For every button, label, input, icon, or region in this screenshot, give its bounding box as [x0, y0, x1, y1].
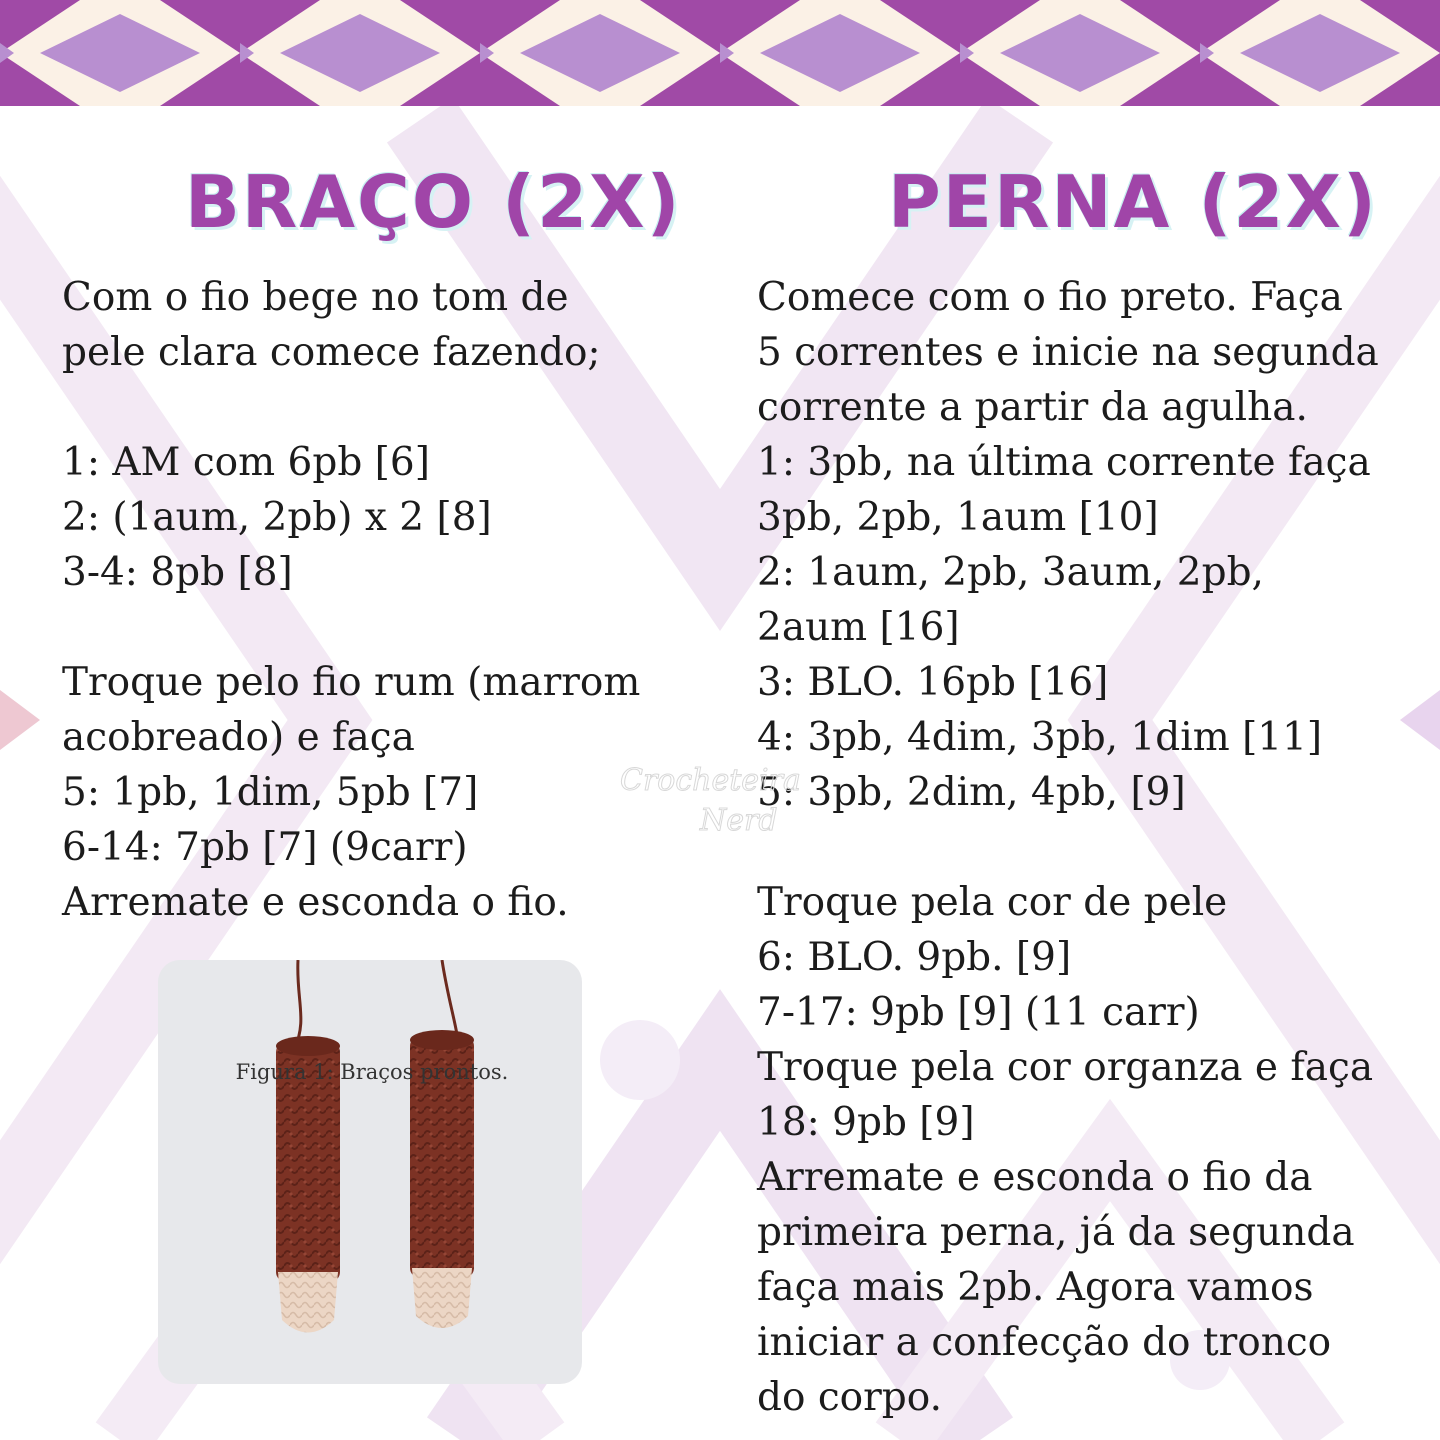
legs-line: Troque pela cor de pele — [757, 880, 1228, 925]
legs-line: 5: 3pb, 2dim, 4pb, [9] — [757, 770, 1186, 815]
arms-line — [62, 600, 702, 655]
arms-instructions — [62, 270, 702, 930]
arms-line: acobreado) e faça — [62, 715, 415, 760]
figure-caption: Figura 1: Braços prontos. — [235, 1060, 509, 1084]
legs-line: 4: 3pb, 4dim, 3pb, 1dim [11] — [757, 715, 1323, 760]
legs-line: Arremate e esconda o fio da — [757, 1155, 1313, 1200]
legs-line: 2aum [16] — [757, 605, 960, 650]
legs-line: 2: 1aum, 2pb, 3aum, 2pb, — [757, 550, 1264, 595]
top-decorative-border — [0, 0, 1440, 106]
arms-heading: BRAÇO (2X) — [185, 160, 682, 244]
legs-line: Comece com o fio preto. Faça — [757, 275, 1343, 320]
legs-line: 6: BLO. 9pb. [9] — [757, 935, 1072, 980]
legs-line: primeira perna, já da segunda — [757, 1210, 1355, 1255]
legs-instructions — [757, 270, 1397, 1425]
legs-heading: PERNA (2X) — [888, 160, 1378, 244]
arms-line: Troque pelo fio rum (marrom — [62, 660, 641, 705]
legs-line: 18: 9pb [9] — [757, 1100, 975, 1145]
legs-line: Troque pela cor organza e faça — [757, 1045, 1374, 1090]
legs-line: corrente a partir da agulha. — [757, 385, 1308, 430]
legs-line: 5 correntes e inicie na segunda — [757, 330, 1379, 375]
watermark-logo — [620, 740, 810, 850]
arms-line: 1: AM com 6pb [6] — [62, 440, 430, 485]
arms-line: 6-14: 7pb [7] (9carr) — [62, 825, 468, 870]
legs-line: 3: BLO. 16pb [16] — [757, 660, 1109, 705]
arms-line: 3-4: 8pb [8] — [62, 550, 293, 595]
legs-line: do corpo. — [757, 1375, 942, 1420]
svg-text:Nerd: Nerd — [700, 803, 778, 838]
legs-line — [757, 820, 1397, 875]
arms-photo — [158, 960, 582, 1384]
legs-line: faça mais 2pb. Agora vamos — [757, 1265, 1314, 1310]
legs-line: 7-17: 9pb [9] (11 carr) — [757, 990, 1200, 1035]
arms-line: 5: 1pb, 1dim, 5pb [7] — [62, 770, 479, 815]
legs-line: 3pb, 2pb, 1aum [10] — [757, 495, 1159, 540]
legs-line: 1: 3pb, na última corrente faça — [757, 440, 1371, 485]
arms-line: pele clara comece fazendo; — [62, 330, 601, 375]
arms-line: Arremate e esconda o fio. — [62, 880, 569, 925]
arms-line — [62, 380, 702, 435]
arms-line: Com o fio bege no tom de — [62, 275, 569, 320]
arms-line: 2: (1aum, 2pb) x 2 [8] — [62, 495, 492, 540]
svg-text:Crocheteira: Crocheteira — [620, 763, 801, 798]
legs-line: iniciar a confecção do tronco — [757, 1320, 1332, 1365]
